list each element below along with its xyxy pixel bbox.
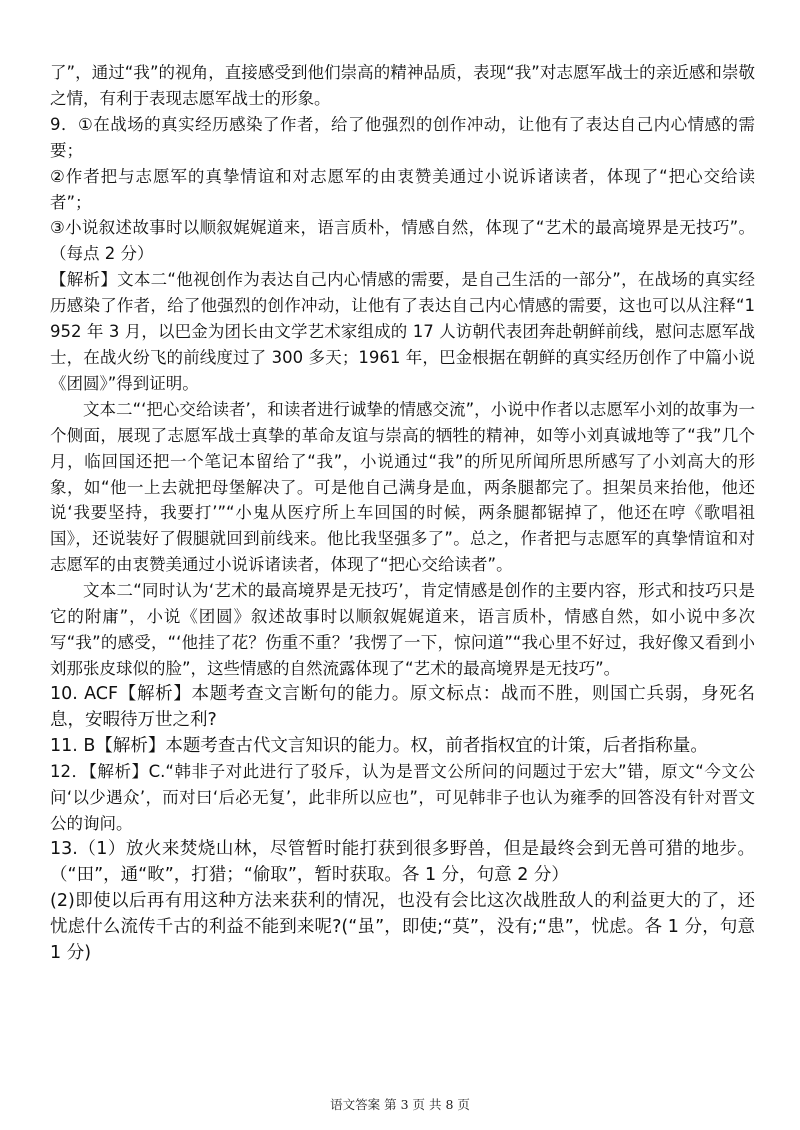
answer-content [50, 60, 755, 967]
page-footer: 语文答案 第 3 页 共 8 页 [330, 1097, 470, 1112]
answer-12: 12．【解析】C.“韩非子对此进行了驳斥，认为是晋文公所问的问题过于宏大”错，原文“今文公问‘以少遇众’，而对曰‘后必无复’，此非所以应也”，可见韩非子也认为雍季的回答没有针对晋文公的询问。 [50, 762, 755, 834]
answer-9-analysis-2: 文本二“‘把心交给读者’，和读者进行诚挚的情感交流”，小说中作者以志愿军小刘的故事为一个侧面，展现了志愿军战士真挚的革命友谊与崇高的牺牲的精神，如等小刘真诚地等了“我”几个月，临回国还把一个笔记本留给了“我”，小说通过“我”的所见所闻所思所感写了小刘高大的形象，如“他一上去就把母堡解决了。可是他自己满身是血，两条腿都完了。担架员来抬他，他还说‘我要坚持，我要打’”“小鬼从医疗所上车回国的时候，两条腿都锯掉了，他还在哼《歌唱祖国》，还说装好了假腿就回到前线来。他比我坚强多了”。总之，作者把与志愿军的真挚情谊和对志愿军的由衷赞美通过小说诉诸读者，体现了“把心交给读者”。 [50, 399, 755, 575]
answer-13-part-1: 13.（1）放火来焚烧山林，尽管暂时能打获到很多野兽，但是最终会到无兽可猎的地步。（“田”，通“畋”，打猎；“偷取”，暂时获取。各 1 分，句意 2 分） [50, 839, 755, 886]
answer-13-part-2: (2)即使以后再有用这种方法来获利的情况，也没有会比这次战胜敌人的利益更大的了，还忧虑什么流传千古的利益不能到来呢?(“虽”，即使;“莫”，没有;“患”，忧虑。各 1 分，句意 1 分) [50, 891, 755, 963]
answer-8-continuation: 了”，通过“我”的视角，直接感受到他们崇高的精神品质，表现“我”对志愿军战士的亲近感和崇敬之情，有利于表现志愿军战士的形象。 [50, 63, 755, 108]
answer-9-analysis: 【解析】文本二“他视创作为表达自己内心情感的需要，是自己生活的一部分”，在战场的真实经历感染了作者，给了他强烈的创作冲动，让他有了表达自己内心情感的需要，这也可以从注释“1952 年 3 月，以巴金为团长由文学艺术家组成的 17 人访朝代表团奔赴朝鲜前线，慰问志愿军战士，在战火纷飞的前线度过了 300 多天；1961 年，巴金根据在朝鲜的真实经历创作了中篇小说《团圆》”得到证明。 [50, 270, 755, 393]
answer-11: 11. B【解析】本题考查古代文言知识的能力。权，前者指权宜的计策，后者指称量。 [50, 735, 708, 756]
answer-9-analysis-3: 文本二“同时认为‘艺术的最高境界是无技巧’，肯定情感是创作的主要内容，形式和技巧只是它的附庸”，小说《团圆》叙述故事时以顺叙娓娓道来，语言质朴，情感自然，如小说中多次写“我”的感受，“‘他挂了花？伤重不重？’我愣了一下，惊问道”“我心里不好过，我好像又看到小刘那张皮球似的脸”，这些情感的自然流露体现了“艺术的最高境界是无技巧”。 [50, 581, 755, 678]
answer-9-point-1: 9．①在战场的真实经历感染了作者，给了他强烈的创作冲动，让他有了表达自己内心情感的需要； [50, 114, 755, 160]
answer-9-point-3: ③小说叙述故事时以顺叙娓娓道来，语言质朴，情感自然，体现了“艺术的最高境界是无技巧”。（每点 2 分） [50, 218, 755, 264]
answer-9-point-2: ②作者把与志愿军的真挚情谊和对志愿军的由衷赞美通过小说诉诸读者，体现了“把心交给读者”； [50, 166, 755, 212]
answer-10: 10. ACF【解析】本题考查文言断句的能力。原文标点：战而不胜，则国亡兵弱，身死名息，安暇待万世之利? [50, 683, 755, 730]
